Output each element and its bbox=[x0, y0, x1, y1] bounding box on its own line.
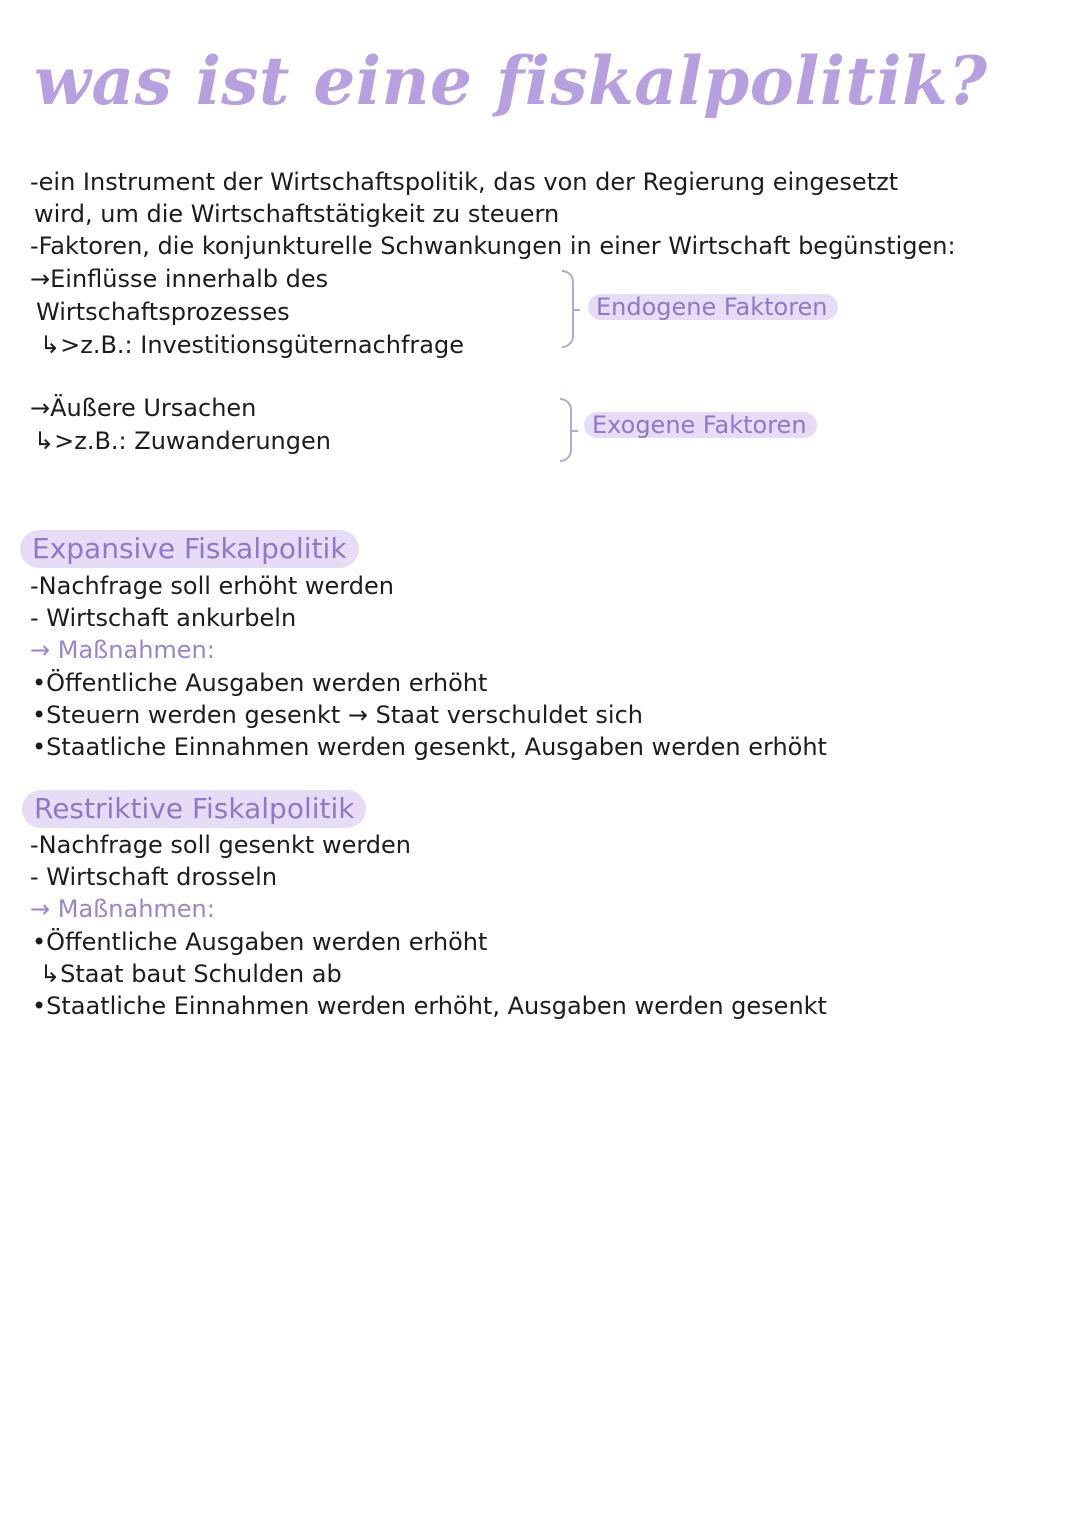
expansive-bullet-2: •Steuern werden gesenkt → Staat verschuldet sich bbox=[32, 701, 644, 729]
endogenous-line-2: Wirtschaftsprozesses bbox=[36, 298, 290, 326]
restrictive-measures-label: → Maßnahmen: bbox=[30, 895, 215, 923]
exogenous-label: Exogene Faktoren bbox=[584, 412, 817, 438]
expansive-bullet-3: •Staatliche Einnahmen werden gesenkt, Ausgaben werden erhöht bbox=[32, 733, 827, 761]
page-title: was ist eine fiskalpolitik? bbox=[34, 42, 988, 120]
intro-line-2: wird, um die Wirtschaftstätigkeit zu steuern bbox=[34, 200, 560, 228]
restrictive-bullet-1: •Öffentliche Ausgaben werden erhöht bbox=[32, 928, 488, 956]
exogenous-line-2: ↳>z.B.: Zuwanderungen bbox=[34, 427, 331, 455]
exogenous-brace bbox=[560, 398, 572, 462]
restrictive-heading: Restriktive Fiskalpolitik bbox=[22, 790, 366, 828]
expansive-bullet-1: •Öffentliche Ausgaben werden erhöht bbox=[32, 669, 488, 697]
endogenous-label: Endogene Faktoren bbox=[588, 294, 838, 320]
endogenous-line-1: →Einflüsse innerhalb des bbox=[30, 265, 329, 293]
restrictive-bullet-2: ↳Staat baut Schulden ab bbox=[40, 960, 342, 988]
intro-line-3: -Faktoren, die konjunkturelle Schwankungen in einer Wirtschaft begünstigen: bbox=[30, 232, 956, 260]
endogenous-brace bbox=[562, 270, 574, 348]
expansive-measures-label: → Maßnahmen: bbox=[30, 636, 215, 664]
restrictive-line-2: - Wirtschaft drosseln bbox=[30, 863, 278, 891]
expansive-line-2: - Wirtschaft ankurbeln bbox=[30, 604, 297, 632]
restrictive-bullet-3: •Staatliche Einnahmen werden erhöht, Ausgaben werden gesenkt bbox=[32, 992, 827, 1020]
exogenous-line-1: →Äußere Ursachen bbox=[30, 394, 257, 422]
expansive-heading: Expansive Fiskalpolitik bbox=[20, 530, 359, 568]
expansive-line-1: -Nachfrage soll erhöht werden bbox=[30, 572, 394, 600]
endogenous-line-3: ↳>z.B.: Investitionsgüternachfrage bbox=[40, 331, 464, 359]
restrictive-line-1: -Nachfrage soll gesenkt werden bbox=[30, 831, 411, 859]
intro-line-1: -ein Instrument der Wirtschaftspolitik, das von der Regierung eingesetzt bbox=[30, 168, 899, 196]
